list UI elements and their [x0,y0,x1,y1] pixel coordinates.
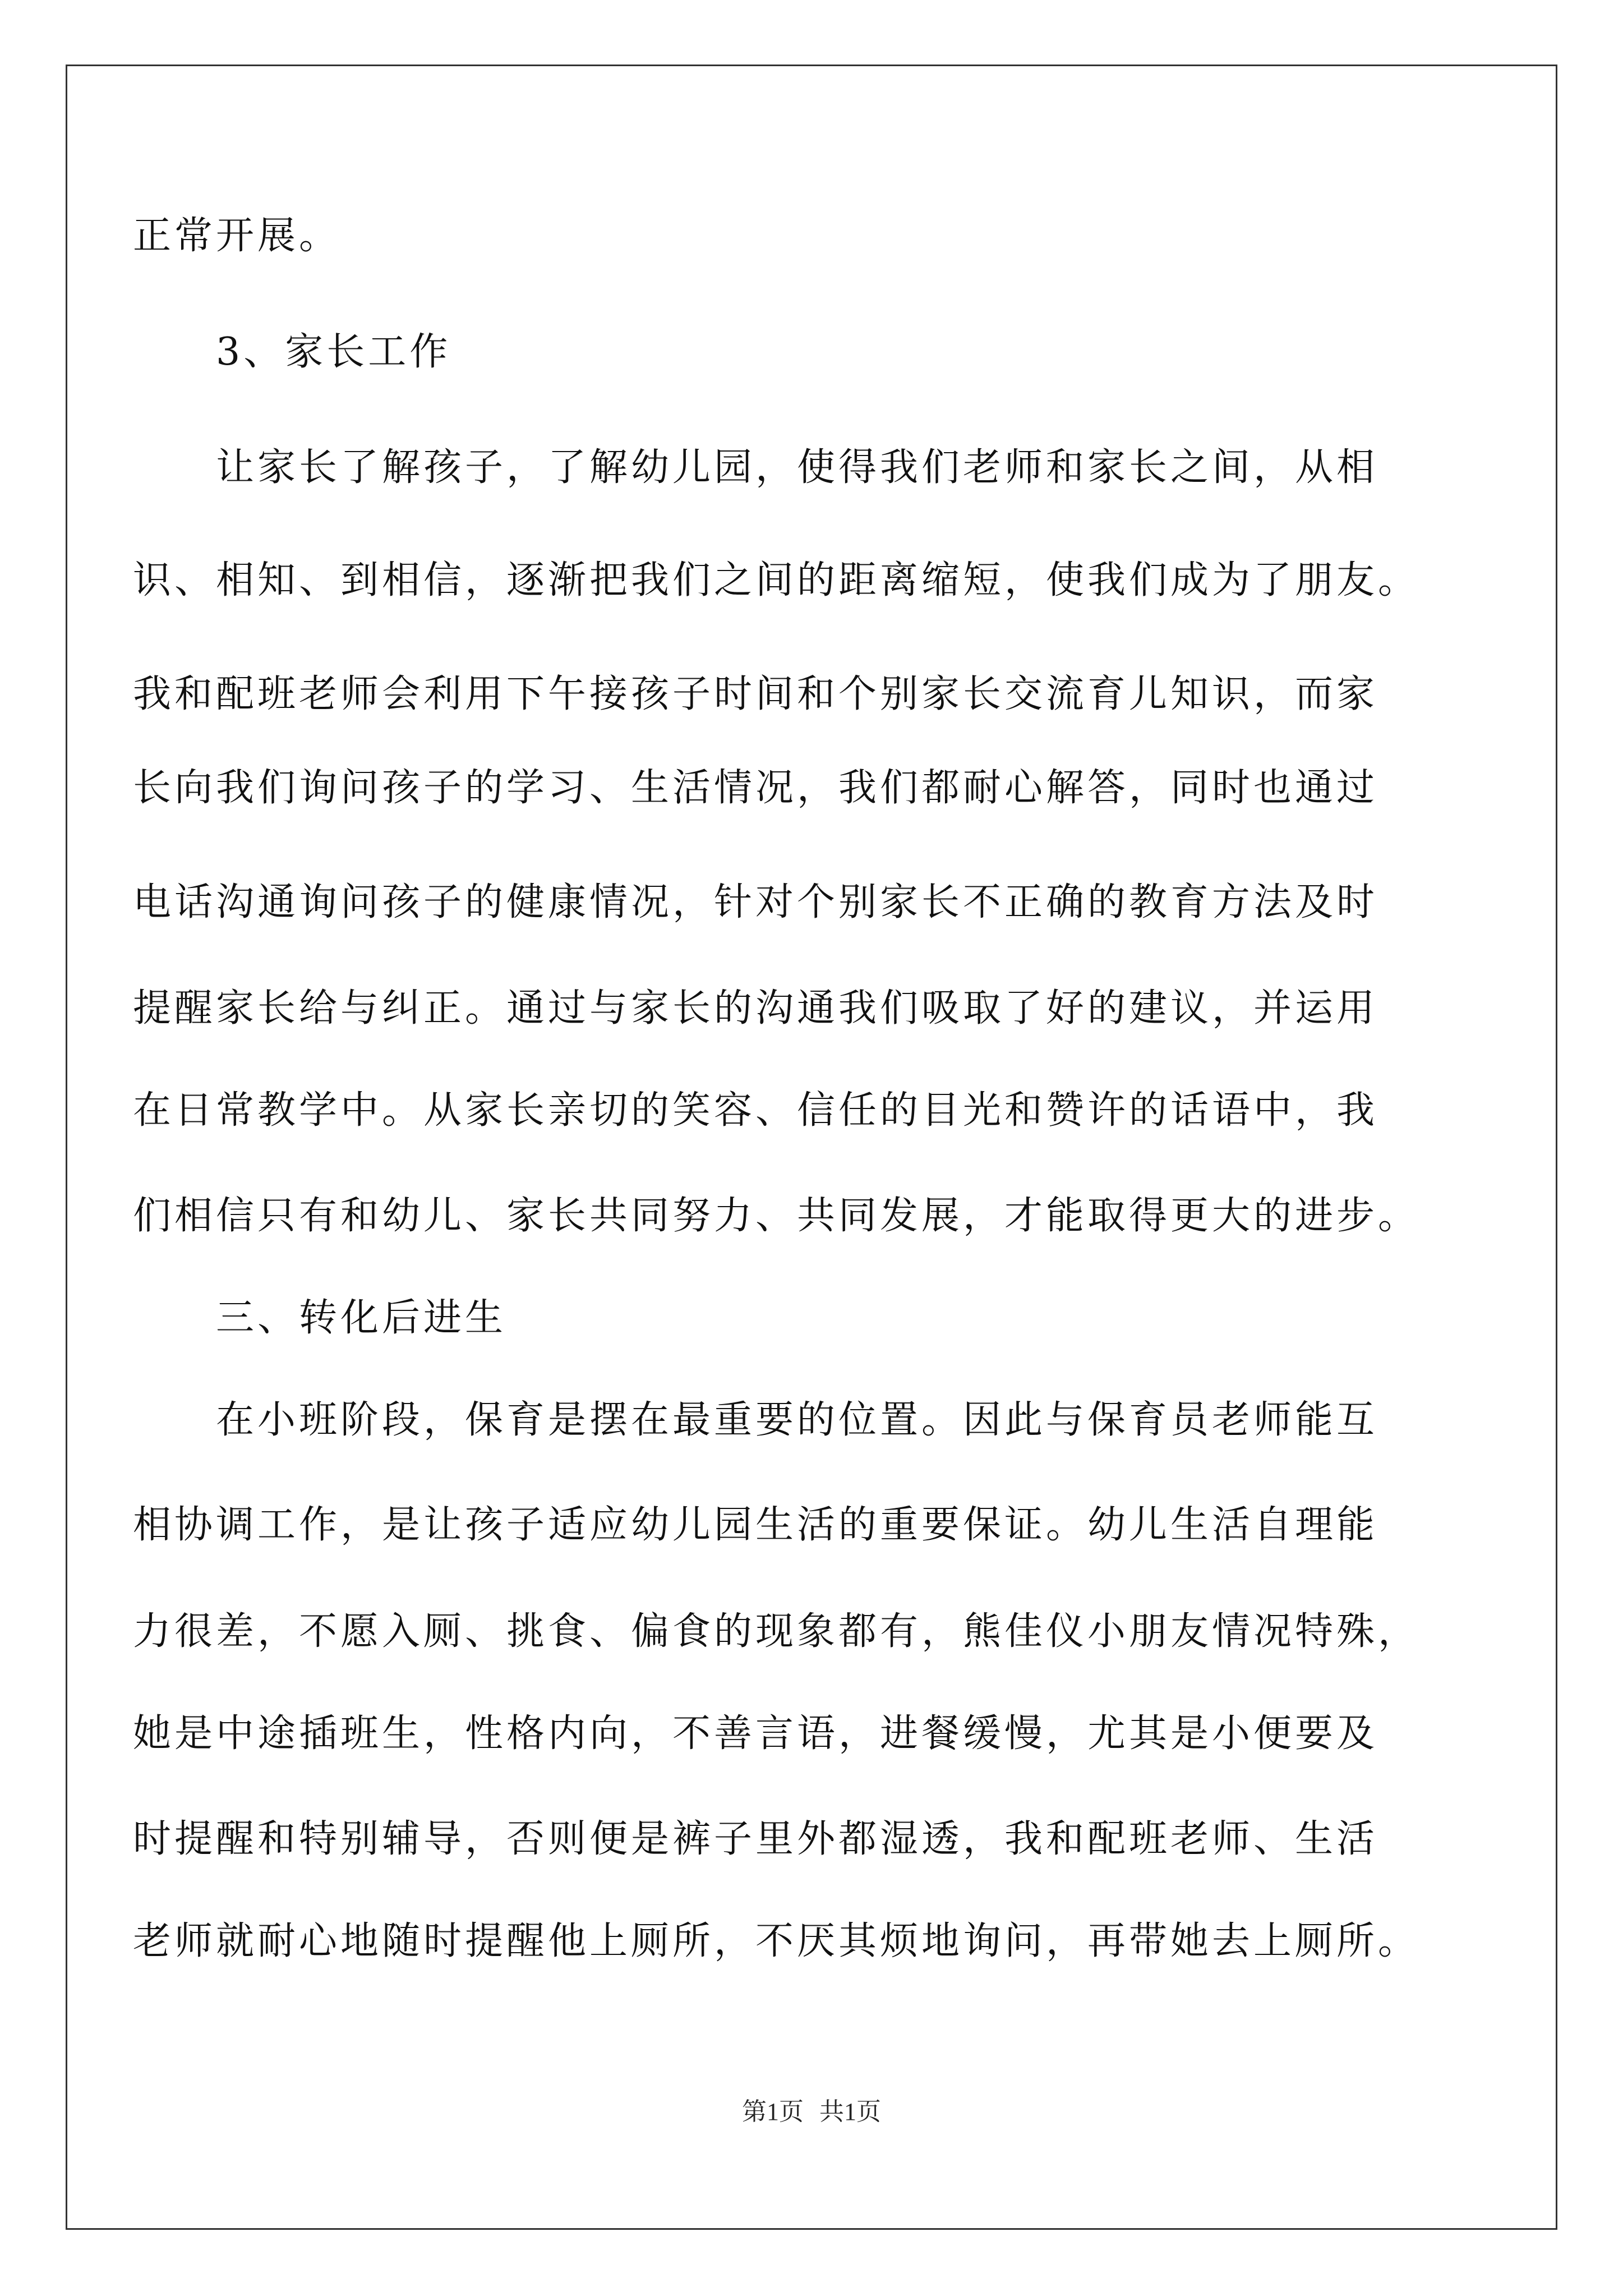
text-line: 我和配班老师会利用下午接孩子时间和个别家长交流育儿知识，而家 [133,672,1378,716]
text-line: 让家长了解孩子，了解幼儿园，使得我们老师和家长之间，从相 [133,445,1378,490]
page-footer [0,2095,1623,2129]
section-heading: 3、家长工作 [133,330,451,374]
page-total: 共1页 [819,2098,881,2125]
text-line: 们相信只有和幼儿、家长共同努力、共同发展，才能取得更大的进步。 [133,1194,1420,1238]
text-line: 提醒家长给与纠正。通过与家长的沟通我们吸取了好的建议，并运用 [133,986,1378,1030]
text-line: 正常开展。 [133,214,341,258]
text-line: 力很差，不愿入厕、挑食、偏食的现象都有，熊佳仪小朋友情况特殊， [133,1609,1420,1654]
text-line: 她是中途插班生，性格内向，不善言语，进餐缓慢，尤其是小便要及 [133,1711,1378,1756]
text-line: 在日常教学中。从家长亲切的笑容、信任的目光和赞许的话语中，我 [133,1088,1378,1133]
text-line: 识、相知、到相信，逐渐把我们之间的距离缩短，使我们成为了朋友。 [133,558,1420,602]
text-line: 相协调工作，是让孩子适应幼儿园生活的重要保证。幼儿生活自理能 [133,1503,1378,1547]
text-line: 在小班阶段，保育是摆在最重要的位置。因此与保育员老师能互 [133,1398,1378,1442]
text-line: 长向我们询问孩子的学习、生活情况，我们都耐心解答，同时也通过 [133,766,1378,810]
page-number: 第1页 [742,2098,804,2125]
section-heading: 三、转化后进生 [133,1296,507,1340]
text-line: 电话沟通询问孩子的健康情况，针对个别家长不正确的教育方法及时 [133,880,1378,924]
text-line: 时提醒和特别辅导，否则便是裤子里外都湿透，我和配班老师、生活 [133,1817,1378,1861]
text-line: 老师就耐心地随时提醒他上厕所，不厌其烦地询问，再带她去上厕所。 [133,1919,1420,1963]
page-border [66,65,1557,2230]
